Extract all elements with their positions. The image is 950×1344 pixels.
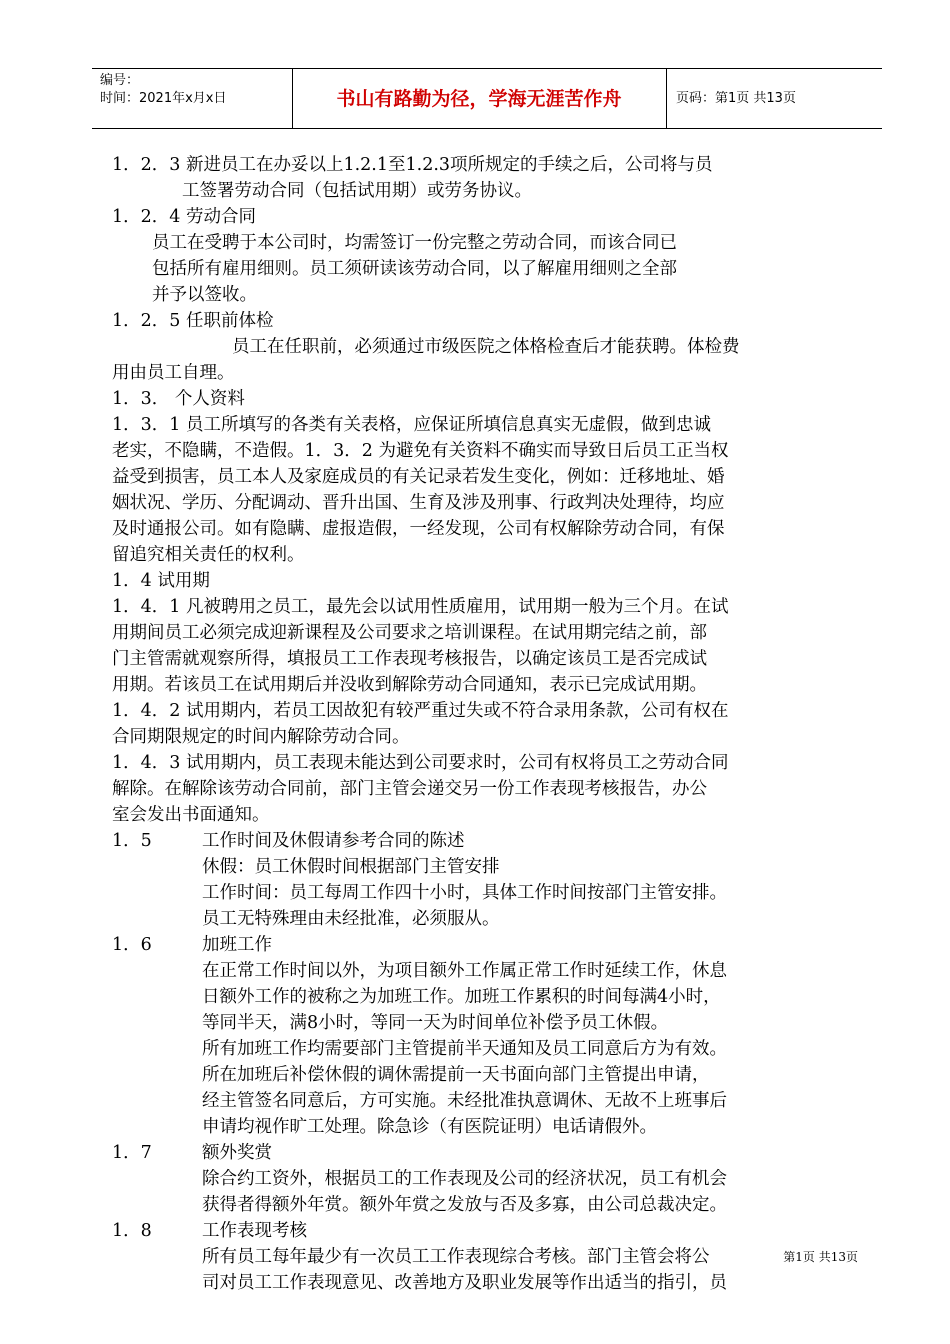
text-line: 包括所有雇用细则。员工须研读该劳动合同，以了解雇用细则之全部 [152, 259, 677, 279]
section-heading [112, 1140, 860, 1166]
header-page-info: 页码：第1页 共13页 [676, 91, 796, 106]
text-line: 用期间员工必须完成迎新课程及公司要求之培训课程。在试用期完结之前，部 [112, 623, 707, 643]
section-title: 加班工作 [202, 935, 272, 955]
text-line: 老实，不隐瞒，不造假。1．3．2 为避免有关资料不确实而导致日后员工正当权 [112, 441, 729, 461]
header-divider-right [666, 68, 667, 128]
section-number: 1．6 [112, 935, 152, 955]
text-line: 门主管需就观察所得，填报员工工作表现考核报告，以确定该员工是否完成试 [112, 649, 707, 669]
text-line: 1．4．1 凡被聘用之员工，最先会以试用性质雇用，试用期一般为三个月。在试 [112, 597, 729, 617]
text-line: 1．2．3 新进员工在办妥以上1.2.1至1.2.3项所规定的手续之后，公司将与员 [112, 155, 713, 175]
page-footer: 第1页 共13页 [783, 1250, 858, 1264]
text-line: 所有加班工作均需要部门主管提前半天通知及员工同意后方为有效。 [202, 1039, 727, 1059]
section-title: 额外奖赏 [202, 1143, 272, 1163]
text-line: 休假：员工休假时间根据部门主管安排 [202, 857, 500, 877]
text-line: 等同半天，满8小时，等同一天为时间单位补偿予员工休假。 [202, 1013, 669, 1033]
text-line: 1．4．2 试用期内，若员工因故犯有较严重过失或不符合录用条款，公司有权在 [112, 701, 729, 721]
text-line: 合同期限规定的时间内解除劳动合同。 [112, 727, 410, 747]
text-line: 工签署劳动合同（包括试用期）或劳务协议。 [182, 181, 532, 201]
time-label: 时间：2021年x月x日 [100, 91, 227, 106]
text-line: 用由员工自理。 [112, 363, 235, 383]
text-line: 员工在任职前，必须通过市级医院之体格检查后才能获聘。体检费 [232, 337, 740, 357]
text-line: 所在加班后补偿休假的调休需提前一天书面向部门主管提出申请， [202, 1065, 710, 1085]
header-motto: 书山有路勤为径，学海无涯苦作舟 [336, 88, 622, 110]
section-heading: 1．2．4 劳动合同 [112, 207, 256, 227]
section-heading: 1．3． 个人资料 [112, 389, 245, 409]
section-number: 1．5 [112, 831, 152, 851]
text-line: 除合约工资外，根据员工的工作表现及公司的经济状况，员工有机会 [202, 1169, 727, 1189]
text-line: 并予以签收。 [152, 285, 257, 305]
text-line: 及时通报公司。如有隐瞒、虚报造假，一经发现，公司有权解除劳动合同，有保 [112, 519, 725, 539]
section-title: 工作时间及休假请参考合同的陈述 [202, 831, 465, 851]
text-line: 益受到损害，员工本人及家庭成员的有关记录若发生变化，例如：迁移地址、婚 [112, 467, 725, 487]
section-number: 1．8 [112, 1221, 152, 1241]
text-line: 工作时间：员工每周工作四十小时，具体工作时间按部门主管安排。 [202, 883, 727, 903]
text-line: 经主管签名同意后，方可实施。未经批准执意调休、无故不上班事后 [202, 1091, 727, 1111]
text-line: 在正常工作时间以外，为项目额外工作属正常工作时延续工作，休息 [202, 961, 727, 981]
section-number: 1．7 [112, 1143, 152, 1163]
text-line: 获得者得额外年赏。额外年赏之发放与否及多寡，由公司总裁决定。 [202, 1195, 727, 1215]
text-line: 员工无特殊理由未经批准，必须服从。 [202, 909, 500, 929]
text-line: 姻状况、学历、分配调动、晋升出国、生育及涉及刑事、行政判决处理待，均应 [112, 493, 725, 513]
text-line: 室会发出书面通知。 [112, 805, 270, 825]
section-heading: 1．2．5 任职前体检 [112, 311, 274, 331]
text-line: 司对员工工作表现意见、改善地方及职业发展等作出适当的指引，员 [202, 1273, 727, 1293]
text-line: 解除。在解除该劳动合同前，部门主管会递交另一份工作表现考核报告，办公 [112, 779, 707, 799]
text-line: 留追究相关责任的权利。 [112, 545, 305, 565]
text-line: 用期。若该员工在试用期后并没收到解除劳动合同通知，表示已完成试用期。 [112, 675, 707, 695]
section-heading [112, 1218, 860, 1244]
text-line: 日额外工作的被称之为加班工作。加班工作累积的时间每满4小时， [202, 987, 721, 1007]
text-line: 申请均视作旷工处理。除急诊（有医院证明）电话请假外。 [202, 1117, 657, 1137]
header-bottom-rule [92, 128, 882, 129]
section-heading [112, 932, 860, 958]
text-line: 1．4．3 试用期内，员工表现未能达到公司要求时，公司有权将员工之劳动合同 [112, 753, 729, 773]
text-line: 员工在受聘于本公司时，均需签订一份完整之劳动合同，而该合同已 [152, 233, 677, 253]
serial-label: 编号： [100, 73, 140, 88]
text-line: 所有员工每年最少有一次员工工作表现综合考核。部门主管会将公 [202, 1247, 710, 1267]
text-line: 1．3．1 员工所填写的各类有关表格，应保证所填信息真实无虚假，做到忠诚 [112, 415, 711, 435]
section-heading: 1．4 试用期 [112, 571, 210, 591]
section-title: 工作表现考核 [202, 1221, 307, 1241]
document-body [112, 152, 860, 1296]
section-heading [112, 828, 860, 854]
header-meta [100, 72, 226, 108]
header-top-rule [92, 68, 882, 69]
